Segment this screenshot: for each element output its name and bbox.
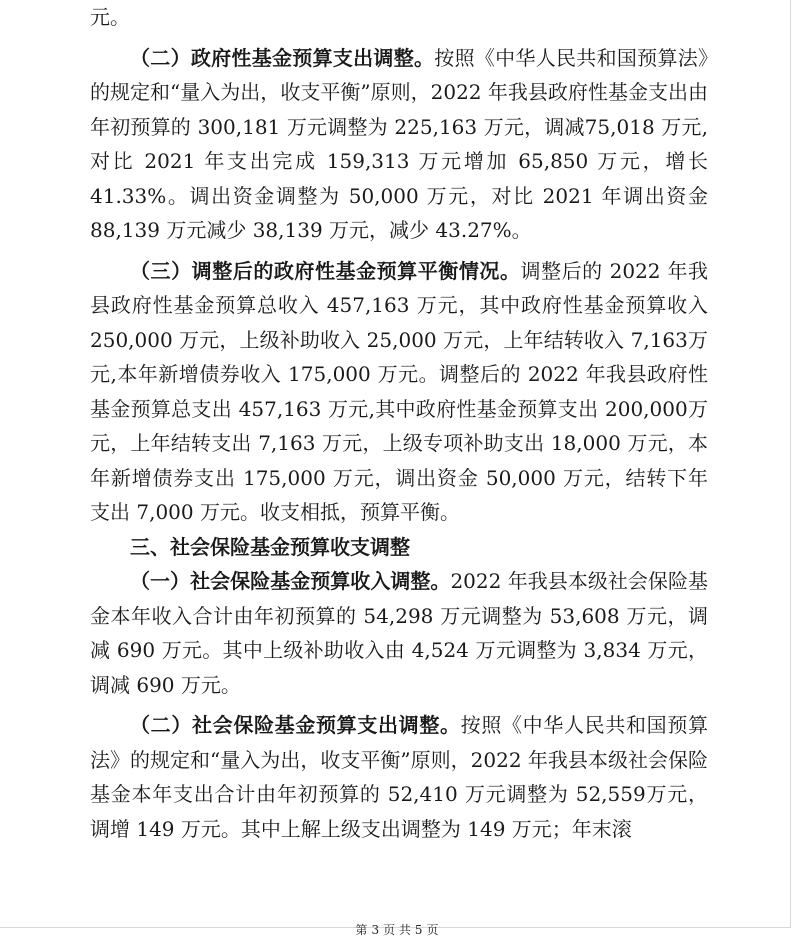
footer-prefix: 第 — [355, 923, 368, 937]
footer-mid: 页 共 — [383, 923, 411, 937]
footer-suffix: 页 — [426, 923, 439, 937]
document-body — [90, 0, 708, 846]
paragraph-insurance-expenditure — [90, 708, 708, 846]
section-heading: 三、社会保险基金预算收支调整 — [130, 534, 410, 559]
paragraph-body: 调整后的 2022 年我县政府性基金预算总收入 457,163 万元，其中政府性基金预算收入 250,000 万元，上级补助收入 25,000 万元，上年结转收入 7,163万元,本年新增债券收入 175,000 万元。调整后的 2022 年我县政府性基金预算总支出 457,163 万元,其中政府性基金预算支出 200,000万元，上年结转支出 7,163 万元，上级专项补助支出 18,000 万元，本年新增债券支出 175,000 万元，调出资金 50,000 万元，结转下年支出 7,000 万元。收支相抵，预算平衡。 — [90, 258, 708, 524]
footer-total-pages: 5 — [414, 923, 423, 937]
paragraph-body: 按照《中华人民共和国预算法》的规定和“量入为出，收支平衡”原则，2022 年我县政府性基金支出由年初预算的 300,181 万元调整为 225,163 万元，调减75,018 万元,对比 2021 年支出完成 159,313 万元增加 65,850 万元，增长 41.33%。调出资金调整为 50,000 万元，对比 2021 年调出资金88,139 万元减少 38,139 万元，减少 43.27%。 — [90, 45, 709, 242]
paragraph-lead: （二）社会保险基金预算支出调整。 — [130, 713, 461, 737]
paragraph-fund-expenditure — [90, 41, 708, 248]
paragraph-lead: （二）政府性基金预算支出调整。 — [130, 45, 435, 70]
paragraph-body: 元。 — [90, 5, 130, 29]
paragraph-insurance-income — [90, 564, 708, 702]
paragraph-continuation — [90, 0, 708, 35]
paragraph-lead: （一）社会保险基金预算收入调整。 — [130, 569, 451, 593]
footer-page-number: 3 — [371, 923, 380, 937]
paragraph-body: 2022 年我县本级社会保险基金本年收入合计由年初预算的 54,298 万元调整为 53,608 万元，调减 690 万元。其中上级补助收入由 4,524 万元调整为 3,834 万元，调减 690 万元。 — [90, 569, 708, 697]
page-footer — [0, 921, 794, 938]
paragraph-body: 按照《中华人民共和国预算法》的规定和“量入为出，收支平衡”原则，2022 年我县本级社会保险基金本年支出合计由年初预算的 52,410 万元调整为 52,559万元，调增 149 万元。其中上解上级支出调整为 149 万元；年末滚 — [90, 713, 709, 841]
paragraph-lead: （三）调整后的政府性基金预算平衡情况。 — [130, 258, 521, 283]
paragraph-fund-balance — [90, 254, 708, 530]
